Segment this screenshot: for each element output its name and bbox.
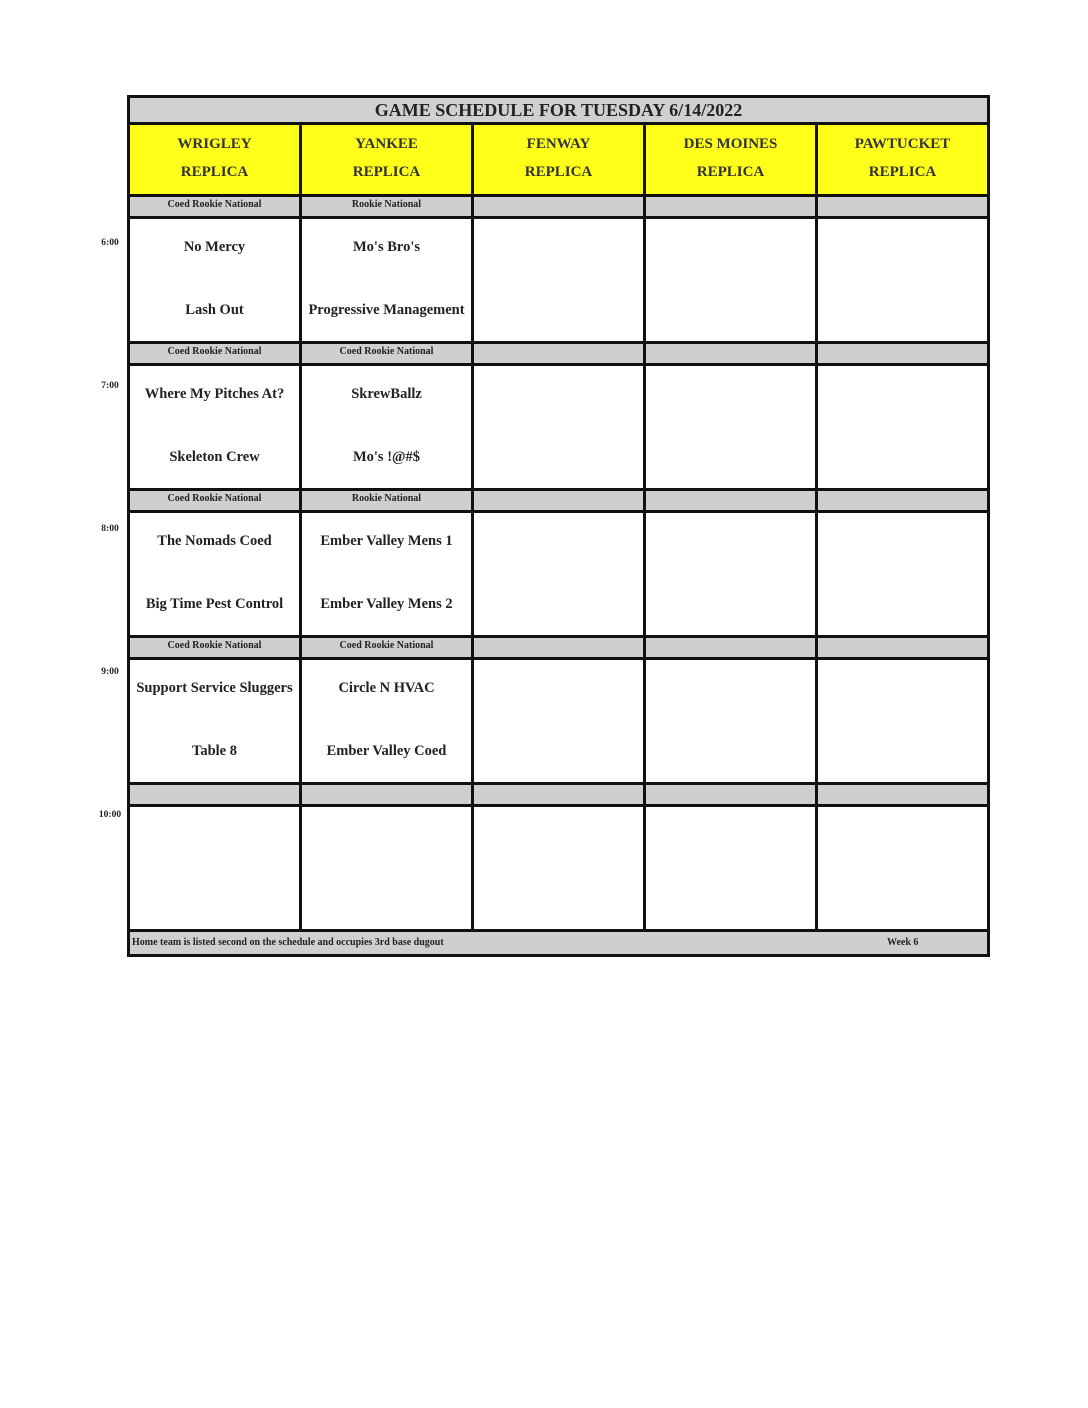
field-type: REPLICA	[868, 164, 937, 180]
time-label: 6:00	[101, 238, 119, 248]
division-label	[643, 638, 815, 657]
division-label	[471, 344, 643, 363]
division-label: Coed Rookie National	[167, 199, 262, 210]
division-row	[130, 194, 987, 219]
schedule-footer	[130, 929, 987, 954]
home-team: Lash Out	[185, 302, 244, 318]
division-row	[130, 488, 987, 513]
field-header	[299, 125, 471, 194]
week-label: Week 6	[887, 937, 919, 948]
game-cell	[299, 513, 471, 635]
schedule-title: GAME SCHEDULE FOR TUESDAY 6/14/2022	[130, 98, 987, 125]
field-name: FENWAY	[526, 136, 591, 152]
game-cell	[643, 513, 815, 635]
game-row	[130, 660, 987, 782]
game-row	[130, 807, 987, 929]
game-cell	[643, 366, 815, 488]
game-row	[130, 513, 987, 635]
game-cell	[643, 807, 815, 929]
game-cell	[130, 807, 299, 929]
division-row	[130, 341, 987, 366]
game-cell	[299, 660, 471, 782]
field-type: REPLICA	[524, 164, 593, 180]
field-header	[815, 125, 987, 194]
game-row	[130, 366, 987, 488]
field-header	[130, 125, 299, 194]
game-cell	[815, 513, 987, 635]
game-cell	[471, 366, 643, 488]
game-cell	[815, 219, 987, 341]
game-cell	[471, 513, 643, 635]
game-cell	[299, 807, 471, 929]
division-label	[471, 638, 643, 657]
time-label: 9:00	[101, 667, 119, 677]
away-team: SkrewBallz	[351, 386, 422, 402]
home-team: Ember Valley Coed	[326, 743, 447, 759]
division-label: Rookie National	[299, 491, 471, 510]
game-cell	[815, 660, 987, 782]
away-team: No Mercy	[183, 239, 246, 255]
game-row	[130, 219, 987, 341]
game-cell	[130, 366, 299, 488]
game-cell	[815, 366, 987, 488]
division-label	[643, 197, 815, 216]
division-label	[815, 785, 987, 804]
division-label	[815, 491, 987, 510]
field-type: REPLICA	[696, 164, 765, 180]
division-label	[471, 491, 643, 510]
division-label: Rookie National	[299, 197, 471, 216]
time-label: 7:00	[101, 381, 119, 391]
game-cell	[130, 513, 299, 635]
field-header-row	[130, 125, 987, 194]
division-label	[643, 344, 815, 363]
division-label	[130, 785, 299, 804]
time-slots	[130, 194, 987, 929]
division-label	[471, 197, 643, 216]
time-label: 10:00	[98, 810, 122, 820]
field-name: YANKEE	[355, 136, 418, 152]
game-cell	[643, 660, 815, 782]
time-label: 8:00	[101, 524, 119, 534]
division-label: Coed Rookie National	[167, 346, 262, 357]
home-team: Ember Valley Mens 2	[320, 596, 453, 612]
division-row	[130, 635, 987, 660]
division-label	[643, 491, 815, 510]
division-label: Coed Rookie National	[167, 493, 262, 504]
division-label	[643, 785, 815, 804]
away-team: Ember Valley Mens 1	[320, 533, 453, 549]
field-header	[643, 125, 815, 194]
home-team: Skeleton Crew	[169, 449, 260, 465]
division-label	[815, 344, 987, 363]
field-type: REPLICA	[180, 164, 249, 180]
away-team: The Nomads Coed	[157, 533, 272, 549]
game-cell	[471, 660, 643, 782]
away-team: Circle N HVAC	[338, 680, 435, 696]
game-cell	[130, 219, 299, 341]
division-row	[130, 782, 987, 807]
away-team: Mo's Bro's	[353, 239, 420, 255]
away-team: Support Service Sluggers	[136, 680, 293, 696]
field-type: REPLICA	[352, 164, 421, 180]
game-cell	[299, 219, 471, 341]
home-team: Mo's !@#$	[352, 449, 421, 465]
game-cell	[643, 219, 815, 341]
home-team: Table 8	[192, 743, 237, 759]
division-label	[471, 785, 643, 804]
home-team: Big Time Pest Control	[145, 596, 284, 612]
field-name: DES MOINES	[683, 136, 778, 152]
division-label	[815, 638, 987, 657]
game-cell	[471, 219, 643, 341]
game-cell	[815, 807, 987, 929]
away-team: Where My Pitches At?	[144, 386, 285, 402]
game-cell	[471, 807, 643, 929]
schedule-table	[127, 95, 990, 957]
home-team: Progressive Management	[308, 302, 465, 318]
division-label: Coed Rookie National	[299, 638, 471, 657]
field-name: PAWTUCKET	[854, 136, 951, 152]
division-label: Coed Rookie National	[299, 344, 471, 363]
field-header	[471, 125, 643, 194]
game-cell	[130, 660, 299, 782]
division-label	[299, 785, 471, 804]
field-name: WRIGLEY	[177, 136, 252, 152]
division-label	[815, 197, 987, 216]
home-team-note: Home team is listed second on the schedule and occupies 3rd base dugout	[132, 937, 444, 948]
game-cell	[299, 366, 471, 488]
division-label: Coed Rookie National	[167, 640, 262, 651]
